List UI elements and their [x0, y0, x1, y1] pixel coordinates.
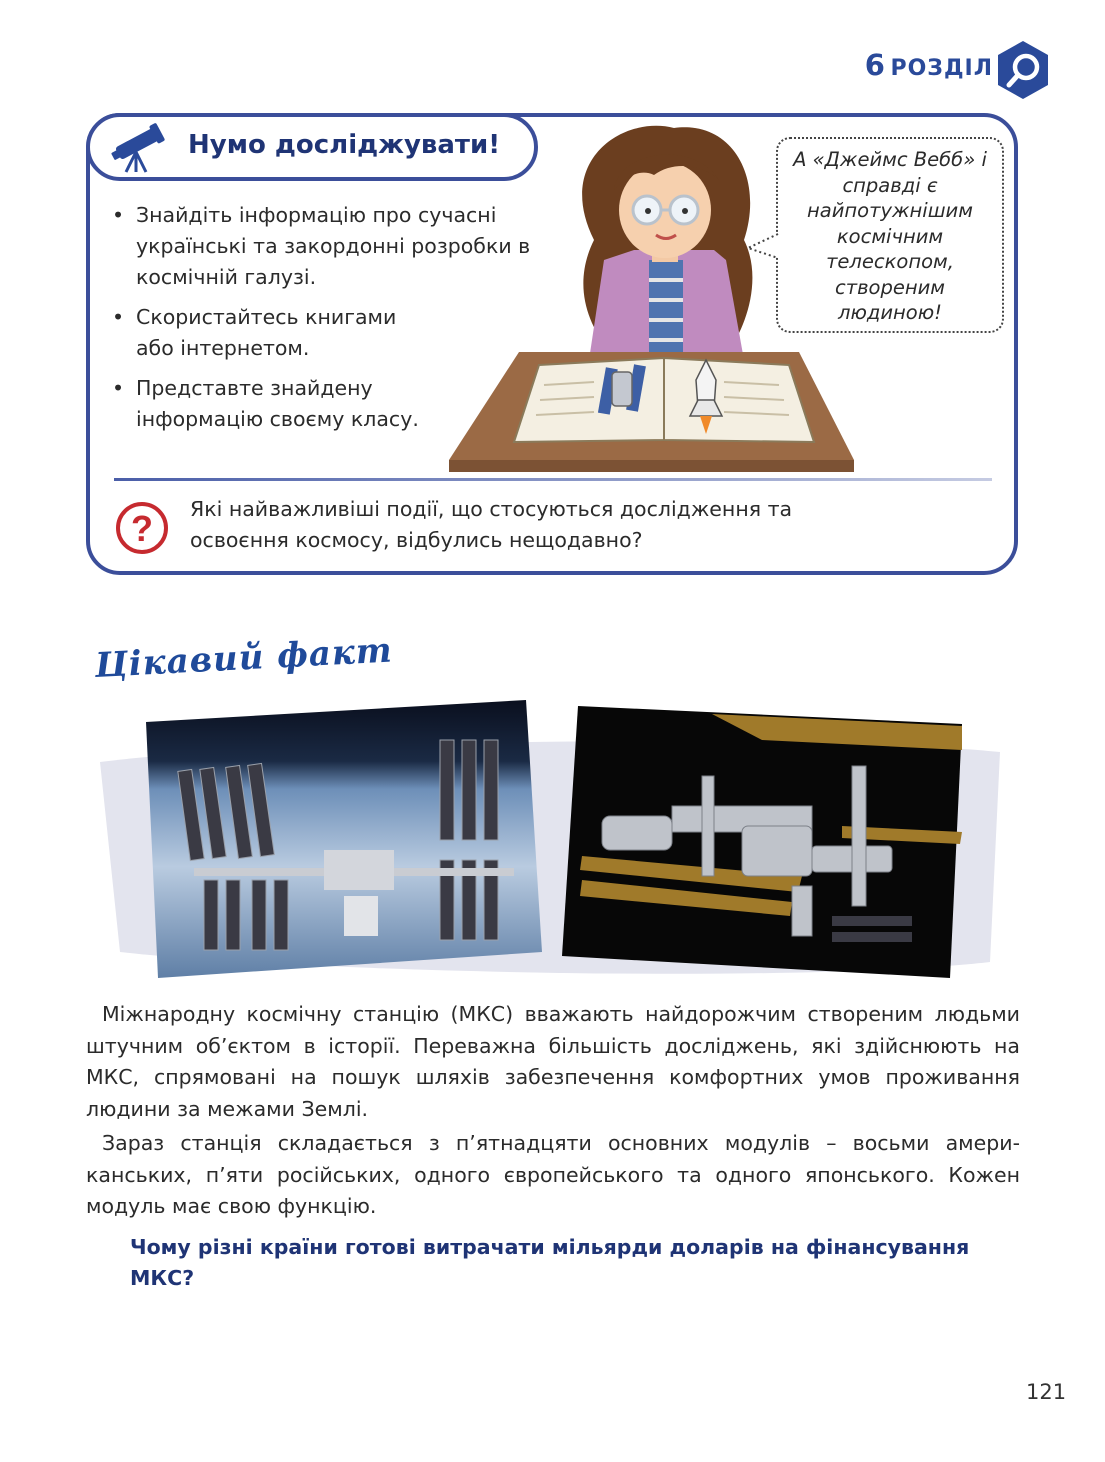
fact-question: Чому різні країни готові витрачати мільярди доларів на фінансування МКС? — [130, 1235, 970, 1290]
fact-paragraph-1: Міжнародну космічну станцію (МКС) вважають найдорожчим створеним людьми штучним об’єктом в історії. Переважна більшість досліджень, які здійснюють на МКС, спрямовані на пошук шляхів забезпечення комфортних умов проживання людини за межами Землі. — [86, 1002, 1020, 1121]
list-item: • Знайдіть інформацію про сучасні українські та закордонні розробки в космічній галузі. — [110, 200, 546, 293]
question-mark-icon — [114, 500, 170, 556]
magnifier-icon — [996, 40, 1050, 100]
fact-title: Цікавий факт — [93, 630, 394, 686]
section-word: РОЗДІЛ — [890, 56, 993, 81]
section-title — [865, 48, 993, 82]
divider — [114, 478, 992, 481]
explore-title: Нумо досліджувати! — [188, 130, 501, 160]
speech-bubble-tail — [746, 232, 780, 262]
iss-over-earth-photo — [144, 700, 542, 978]
telescope-icon — [106, 122, 172, 174]
section-number: 6 — [864, 48, 885, 82]
list-item: • Представте знайдену інформацію своєму класу. — [110, 373, 446, 435]
page-number: 121 — [1026, 1380, 1067, 1404]
speech-bubble-text: А «Джеймс Вебб» і справді є найпотужнішим космічним телескопом, створеним людиною! — [793, 148, 987, 324]
explore-question: Які найважливіші події, що стосуються дослідження та освоєння космосу, відбулись нещодавно? — [190, 497, 793, 552]
svg-text:?: ? — [131, 508, 153, 549]
fact-paragraph-2: Зараз станція складається з п’ятнадцяти основних модулів – восьми американських, п’яти російських, одного європейського та одного японського. Кожен модуль має свою функцію. — [86, 1131, 1020, 1218]
list-item: • Скористайтесь книгами або інтернетом. — [110, 302, 426, 364]
iss-render-photo — [562, 706, 966, 978]
